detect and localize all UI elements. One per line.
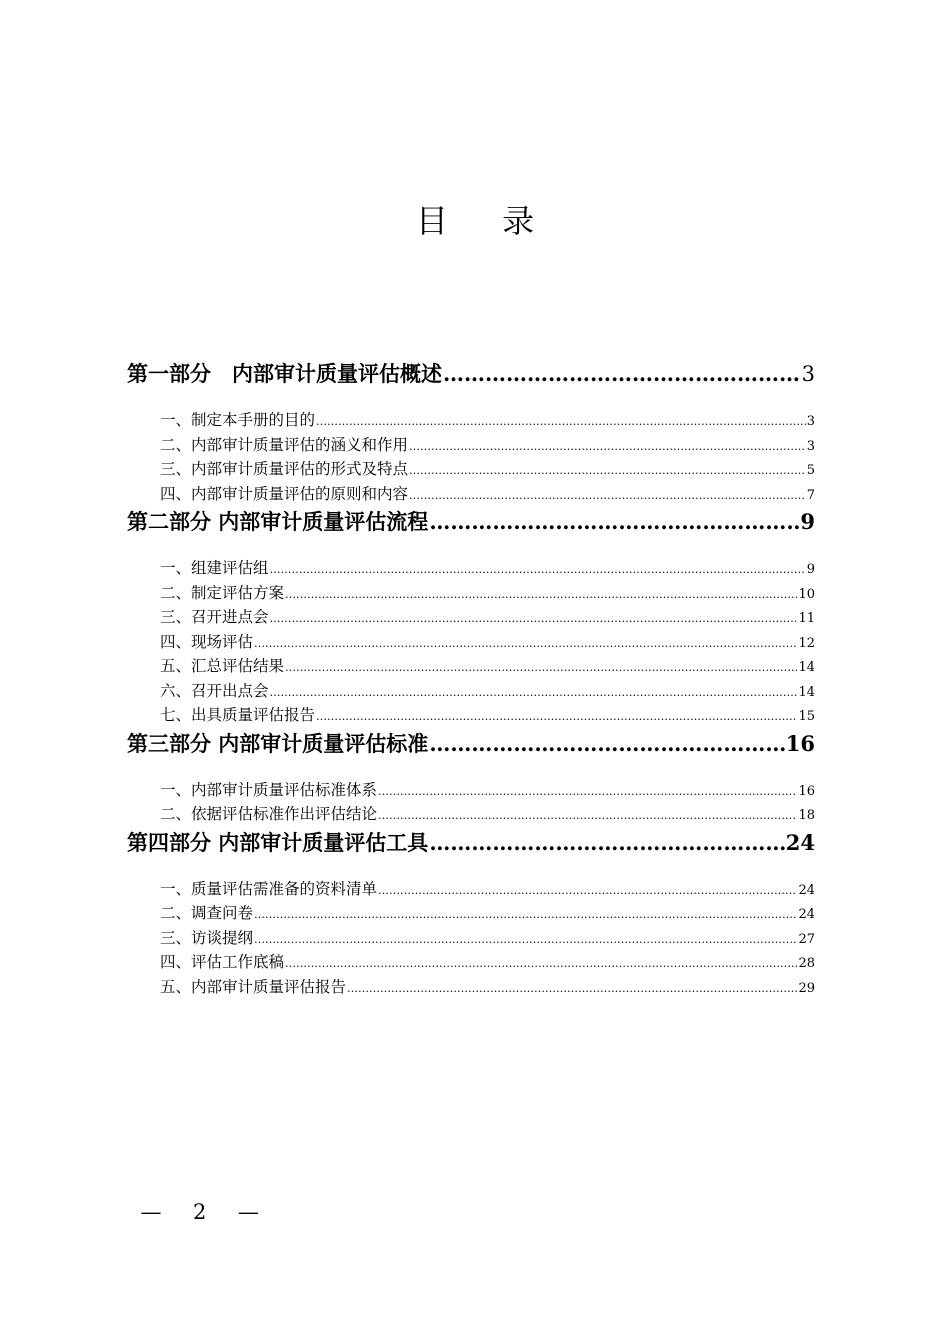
dot-leader (409, 435, 806, 458)
toc-item-title: 四、现场评估 (160, 632, 254, 651)
toc-part-4[interactable] (127, 827, 815, 859)
toc-page-number: 29 (798, 980, 815, 996)
toc-page-number: 16 (785, 730, 815, 756)
dot-leader (429, 506, 799, 538)
toc-item[interactable] (127, 457, 815, 482)
toc-item[interactable] (127, 654, 815, 679)
toc-item-title: 二、调查问卷 (160, 904, 254, 922)
toc-item[interactable] (127, 482, 815, 507)
toc-item-title: 五、汇总评估结果 (160, 657, 285, 675)
toc-item[interactable] (127, 679, 815, 704)
toc-page-number: 9 (806, 562, 815, 577)
dot-leader (254, 928, 797, 951)
toc-item-title: 三、内部审计质量评估的形式及特点 (160, 460, 409, 478)
toc-item[interactable] (127, 926, 815, 951)
toc-item[interactable] (127, 408, 815, 433)
toc-item[interactable] (127, 605, 815, 630)
toc-page-number: 3 (801, 362, 815, 386)
dot-leader (378, 879, 797, 902)
toc-page-number: 3 (806, 438, 815, 454)
toc-item-title: 三、访谈提纲 (160, 928, 254, 947)
dot-leader (409, 484, 806, 507)
dot-leader (378, 804, 797, 827)
toc-item[interactable] (127, 703, 815, 728)
toc-page-number: 14 (798, 684, 815, 700)
dot-leader (285, 656, 797, 679)
toc-item-title: 五、内部审计质量评估报告 (160, 977, 347, 996)
toc-item[interactable] (127, 975, 815, 1000)
toc-part-title: 第三部分 内部审计质量评估标准 (127, 731, 429, 756)
dot-leader (429, 728, 784, 760)
toc-page-number: 10 (798, 586, 815, 602)
toc-page-number: 7 (806, 487, 815, 503)
toc-part-2[interactable] (127, 506, 815, 538)
toc-page-number: 14 (798, 660, 815, 675)
toc-item[interactable] (127, 877, 815, 902)
toc-part-3[interactable] (127, 728, 815, 760)
toc-part-title: 第四部分 内部审计质量评估工具 (127, 830, 429, 855)
toc-item-title: 四、评估工作底稿 (160, 953, 285, 971)
dot-leader (316, 410, 806, 433)
toc-page-number: 15 (798, 709, 815, 724)
toc-item-title: 四、内部审计质量评估的原则和内容 (160, 484, 409, 503)
toc-part-1[interactable] (127, 358, 815, 390)
toc-item[interactable] (127, 556, 815, 581)
toc-part-title: 第二部分 内部审计质量评估流程 (127, 510, 429, 534)
toc-item-title: 三、召开进点会 (160, 608, 269, 626)
dot-leader (270, 607, 798, 630)
toc-page-number: 24 (798, 882, 815, 898)
toc-page-number: 9 (800, 509, 815, 534)
dot-leader (378, 780, 797, 803)
toc-item[interactable] (127, 802, 815, 827)
toc-item-title: 二、依据评估标准作出评估结论 (160, 805, 378, 823)
toc-item-title: 一、质量评估需准备的资料清单 (160, 879, 378, 898)
dot-leader (270, 558, 806, 581)
dot-leader (409, 459, 806, 482)
toc-item-title: 一、制定本手册的目的 (160, 411, 316, 429)
toc-item-title: 二、内部审计质量评估的涵义和作用 (160, 435, 409, 454)
dot-leader (270, 681, 798, 704)
dot-leader (316, 705, 797, 728)
page-title: 目 录 (415, 202, 557, 240)
page-number: 2 (193, 1200, 209, 1224)
toc-item-title: 七、出具质量评估报告 (160, 706, 316, 724)
toc-item-title: 一、内部审计质量评估标准体系 (160, 780, 378, 799)
toc-page-number: 27 (798, 931, 815, 947)
toc-page-number: 24 (798, 907, 815, 922)
dot-leader (429, 827, 784, 859)
dot-leader (347, 977, 797, 1000)
toc-item[interactable] (127, 581, 815, 606)
toc-page-number: 12 (798, 635, 815, 651)
toc-item[interactable] (127, 901, 815, 926)
toc-page-number: 18 (798, 808, 815, 823)
dot-leader (285, 952, 797, 975)
toc-item[interactable] (127, 950, 815, 975)
dot-leader (254, 903, 797, 926)
table-of-contents (127, 358, 815, 999)
footer-dash-right: — (237, 1200, 261, 1224)
dot-leader (285, 583, 797, 606)
toc-page-number: 11 (798, 611, 815, 626)
dot-leader (254, 632, 797, 655)
dot-leader (443, 358, 801, 390)
page-footer (137, 1200, 264, 1224)
toc-item[interactable] (127, 630, 815, 655)
toc-page-number: 24 (785, 829, 815, 855)
toc-item[interactable] (127, 778, 815, 803)
toc-item-title: 六、召开出点会 (160, 681, 269, 700)
toc-part-title: 第一部分 内部审计质量评估概述 (127, 362, 442, 386)
footer-dash-left: — (140, 1200, 164, 1224)
toc-item-title: 二、制定评估方案 (160, 583, 285, 602)
toc-page-number: 3 (806, 414, 815, 429)
toc-page-number: 16 (798, 783, 815, 799)
toc-item-title: 一、组建评估组 (160, 559, 269, 577)
toc-page-number: 28 (798, 956, 815, 971)
toc-item[interactable] (127, 433, 815, 458)
toc-page-number: 5 (806, 463, 815, 478)
